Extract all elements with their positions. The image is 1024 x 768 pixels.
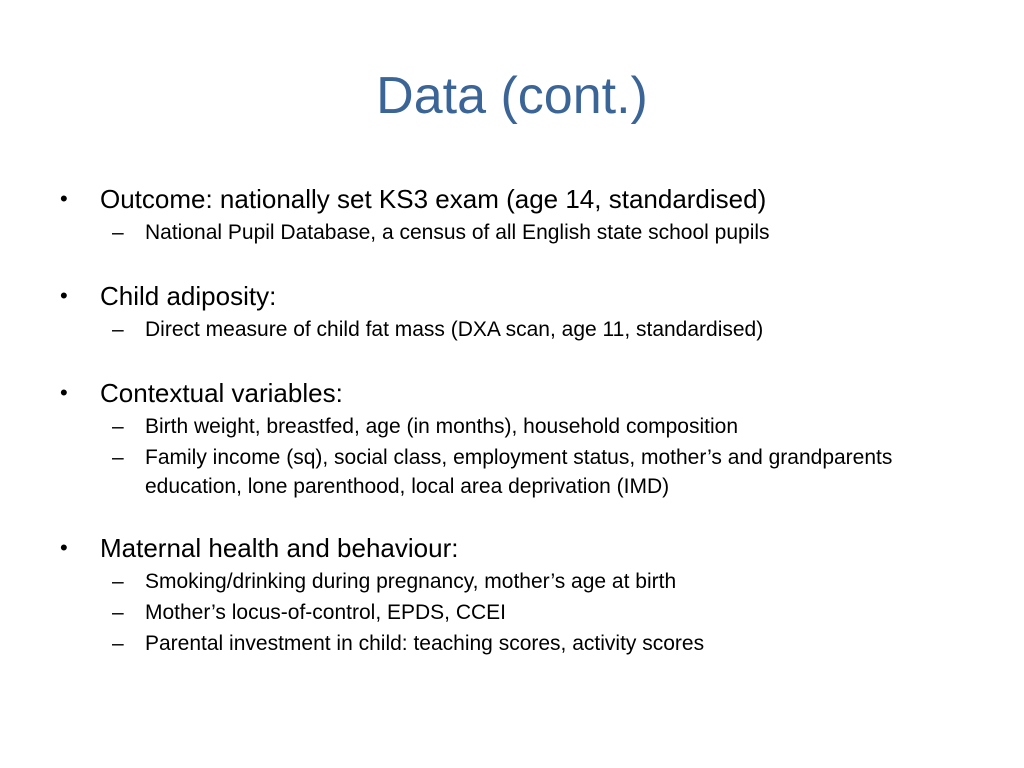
bullet-group-contextual (60, 376, 980, 501)
bullet-text: Maternal health and behaviour: (100, 533, 459, 563)
sub-bullet-item (60, 567, 980, 596)
sub-bullet-text: National Pupil Database, a census of all English state school pupils (145, 221, 770, 244)
dash-icon: – (112, 601, 124, 624)
bullet-item (60, 376, 980, 410)
bullet-text: Contextual variables: (100, 378, 343, 408)
bullet-group-maternal (60, 531, 980, 658)
bullet-dot-icon: • (60, 186, 68, 211)
bullet-item (60, 279, 980, 313)
sub-bullet-text: Mother’s locus-of-control, EPDS, CCEI (145, 601, 507, 624)
dash-icon: – (112, 632, 124, 655)
dash-icon: – (112, 446, 124, 469)
bullet-group-adiposity (60, 279, 980, 344)
dash-icon: – (112, 415, 124, 438)
sub-bullet-item (60, 443, 980, 501)
sub-bullet-item (60, 315, 980, 344)
bullet-item (60, 182, 980, 216)
dash-icon: – (112, 318, 124, 341)
dash-icon: – (112, 221, 124, 244)
bullet-dot-icon: • (60, 283, 68, 308)
sub-bullet-text: Family income (sq), social class, employment status, mother’s and grandparents education, lone parenthood, local area deprivation (IMD) (145, 446, 893, 498)
sub-bullet-item (60, 412, 980, 441)
sub-bullet-item (60, 598, 980, 627)
bullet-text: Outcome: nationally set KS3 exam (age 14, standardised) (100, 184, 767, 214)
slide-content (60, 182, 980, 690)
sub-bullet-item (60, 629, 980, 658)
bullet-group-outcome (60, 182, 980, 247)
bullet-item (60, 531, 980, 565)
sub-bullet-text: Parental investment in child: teaching scores, activity scores (145, 632, 705, 655)
sub-bullet-text: Birth weight, breastfed, age (in months), household composition (145, 415, 738, 438)
dash-icon: – (112, 570, 124, 593)
sub-bullet-text: Smoking/drinking during pregnancy, mother’s age at birth (145, 570, 677, 593)
bullet-dot-icon: • (60, 535, 68, 560)
bullet-dot-icon: • (60, 380, 68, 405)
bullet-text: Child adiposity: (100, 281, 277, 311)
slide-title: Data (cont.) (376, 67, 648, 125)
sub-bullet-item (60, 218, 980, 247)
sub-bullet-text: Direct measure of child fat mass (DXA scan, age 11, standardised) (145, 318, 764, 341)
